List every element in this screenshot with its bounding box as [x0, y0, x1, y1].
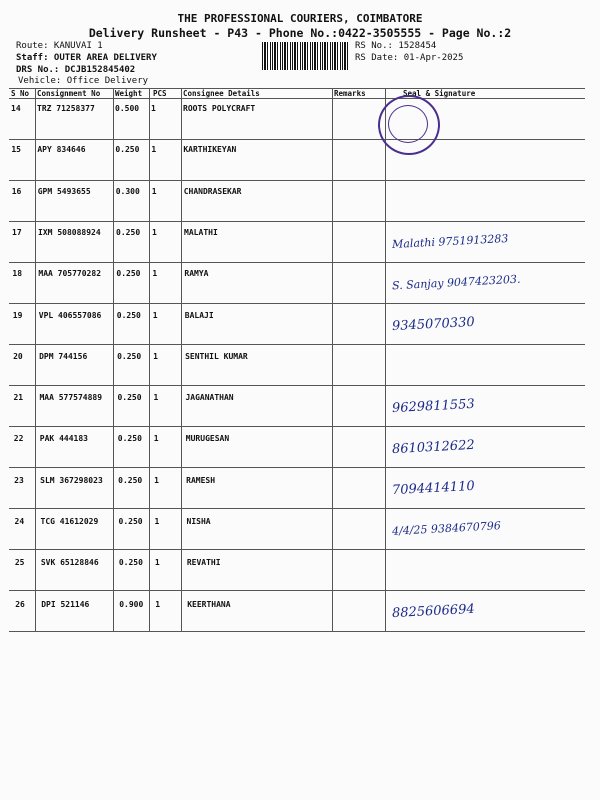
table-cell-cons: GPM 5493655: [37, 186, 91, 196]
table-column-border: [181, 88, 182, 631]
table-row-border: [9, 221, 585, 222]
table-cell-sno: 20: [13, 351, 23, 361]
table-header-cell: S No: [11, 89, 30, 98]
signature-handwritten: S. Sanjay 9047423203.: [391, 272, 521, 293]
table-row-border: [9, 590, 585, 591]
table-header-cell: Weight: [115, 89, 143, 98]
staff-label: Staff: OUTER AREA DELIVERY: [16, 53, 157, 63]
table-cell-pcs: 1: [154, 558, 160, 568]
table-cell-cons: TRZ 71258377: [37, 104, 95, 113]
route-label: Route: KANUVAI 1: [16, 41, 103, 51]
table-cell-sno: 18: [12, 269, 23, 279]
table-cell-cons: SVK 65128846: [40, 558, 99, 568]
table-cell-weight: 0.250: [117, 434, 142, 444]
barcode: [262, 42, 348, 70]
table-cell-weight: 0.500: [115, 104, 140, 113]
table-row-border: [9, 344, 585, 345]
table-cell-weight: 0.250: [118, 475, 143, 485]
table-column-border: [35, 88, 36, 631]
table-cell-weight: 0.900: [119, 599, 144, 609]
table-cell-pcs: 1: [152, 227, 157, 237]
table-row-border: [9, 549, 585, 550]
table-cell-cons: APY 834646: [37, 145, 86, 155]
signature-handwritten: 7094414110: [391, 478, 476, 499]
signature-handwritten: 8610312622: [391, 437, 476, 458]
table-row-border: [9, 303, 585, 304]
table-cell-weight: 0.250: [116, 227, 141, 237]
table-cell-sno: 21: [13, 393, 24, 403]
table-cell-consignee: REVATHI: [186, 558, 221, 568]
table-cell-consignee: KEERTHANA: [187, 599, 231, 609]
table-cell-sno: 19: [12, 310, 23, 320]
table-cell-weight: 0.250: [117, 393, 142, 403]
table-cell-pcs: 1: [151, 104, 156, 113]
table-column-border: [149, 88, 150, 631]
table-row-border: [9, 262, 585, 263]
table-cell-cons: IXM 508088924: [38, 227, 101, 237]
table-cell-pcs: 1: [153, 393, 159, 403]
table-cell-consignee: RAMYA: [184, 269, 209, 279]
table-cell-consignee: MALATHI: [184, 227, 218, 237]
table-cell-consignee: SENTHIL KUMAR: [185, 351, 248, 361]
company-seal-stamp: [378, 95, 440, 155]
table-cell-cons: DPM 744156: [39, 351, 88, 361]
table-header-cell: Remarks: [334, 89, 366, 98]
table-cell-pcs: 1: [154, 475, 159, 485]
table-cell-sno: 16: [11, 186, 22, 196]
table-cell-sno: 25: [14, 558, 25, 568]
table-cell-consignee: NISHA: [186, 517, 211, 526]
table-header-cell: Seal & Signature: [403, 89, 476, 98]
table-cell-consignee: MURUGESAN: [185, 434, 230, 444]
table-cell-cons: MAA 577574889: [39, 393, 103, 403]
table-header-border: [9, 98, 585, 99]
runsheet-table: [9, 88, 585, 632]
table-cell-cons: SLM 367298023: [40, 475, 103, 485]
table-cell-sno: 22: [13, 434, 24, 444]
table-cell-pcs: 1: [151, 186, 157, 196]
table-cell-cons: PAK 444183: [39, 434, 88, 444]
table-cell-consignee: BALAJI: [184, 310, 214, 320]
table-cell-weight: 0.250: [117, 351, 142, 361]
table-column-border: [332, 88, 333, 631]
table-row-border: [9, 467, 585, 468]
table-cell-consignee: JAGANATHAN: [185, 393, 234, 403]
rs-number: RS No.: 1528454: [355, 41, 437, 51]
table-cell-cons: DPI 521146: [41, 599, 90, 609]
table-cell-weight: 0.250: [118, 517, 143, 526]
drs-label: DRS No.: DCJB152845402: [16, 65, 136, 75]
table-cell-cons: MAA 705770282: [38, 269, 102, 279]
table-cell-weight: 0.250: [116, 310, 141, 320]
vehicle-label: Vehicle: Office Delivery: [18, 76, 149, 86]
table-cell-sno: 15: [11, 145, 21, 155]
table-cell-weight: 0.250: [118, 558, 143, 568]
table-cell-pcs: 1: [151, 145, 157, 155]
table-cell-sno: 26: [15, 599, 25, 609]
table-cell-pcs: 1: [154, 517, 160, 526]
table-cell-consignee: KARTHIKEYAN: [183, 145, 237, 155]
signature-handwritten: 8825606694: [391, 601, 476, 622]
table-cell-sno: 24: [14, 517, 25, 526]
table-cell-pcs: 1: [152, 310, 158, 320]
table-cell-sno: 23: [14, 475, 24, 485]
table-row-border: [9, 426, 585, 427]
page-title: THE PROFESSIONAL COURIERS, COIMBATORE: [177, 12, 423, 25]
table-cell-consignee: RAMESH: [186, 475, 216, 485]
runsheet-subtitle: Delivery Runsheet - P43 - Phone No.:0422-3505555 - Page No.:2: [88, 26, 512, 40]
table-column-border: [385, 88, 386, 631]
table-cell-cons: VPL 406557086: [38, 310, 102, 320]
table-cell-pcs: 1: [152, 269, 158, 279]
table-cell-consignee: CHANDRASEKAR: [183, 186, 242, 196]
signature-handwritten: 4/4/25 9384670796: [391, 519, 502, 538]
table-cell-pcs: 1: [155, 599, 161, 609]
table-cell-pcs: 1: [153, 351, 158, 361]
signature-handwritten: Malathi 9751913283: [391, 231, 509, 252]
table-row-border: [9, 508, 585, 509]
table-cell-weight: 0.250: [116, 269, 141, 279]
signature-handwritten: 9629811553: [391, 396, 476, 417]
rs-date: RS Date: 01-Apr-2025: [355, 53, 464, 63]
table-header-cell: Consignee Details: [183, 89, 260, 98]
table-row-border: [9, 180, 585, 181]
table-cell-weight: 0.250: [115, 145, 140, 155]
table-cell-consignee: ROOTS POLYCRAFT: [183, 104, 256, 113]
table-cell-cons: TCG 41612029: [40, 517, 99, 526]
table-header-cell: Consignment No: [37, 89, 101, 98]
table-row-border: [9, 385, 585, 386]
signature-handwritten: 9345070330: [391, 314, 476, 335]
table-row-border: [9, 631, 585, 632]
table-cell-sno: 14: [11, 104, 21, 113]
table-cell-sno: 17: [12, 227, 22, 237]
table-column-border: [113, 88, 114, 631]
table-cell-pcs: 1: [153, 434, 159, 444]
table-row-border: [9, 139, 585, 140]
table-header-cell: PCS: [153, 89, 167, 98]
table-cell-weight: 0.300: [115, 186, 140, 196]
